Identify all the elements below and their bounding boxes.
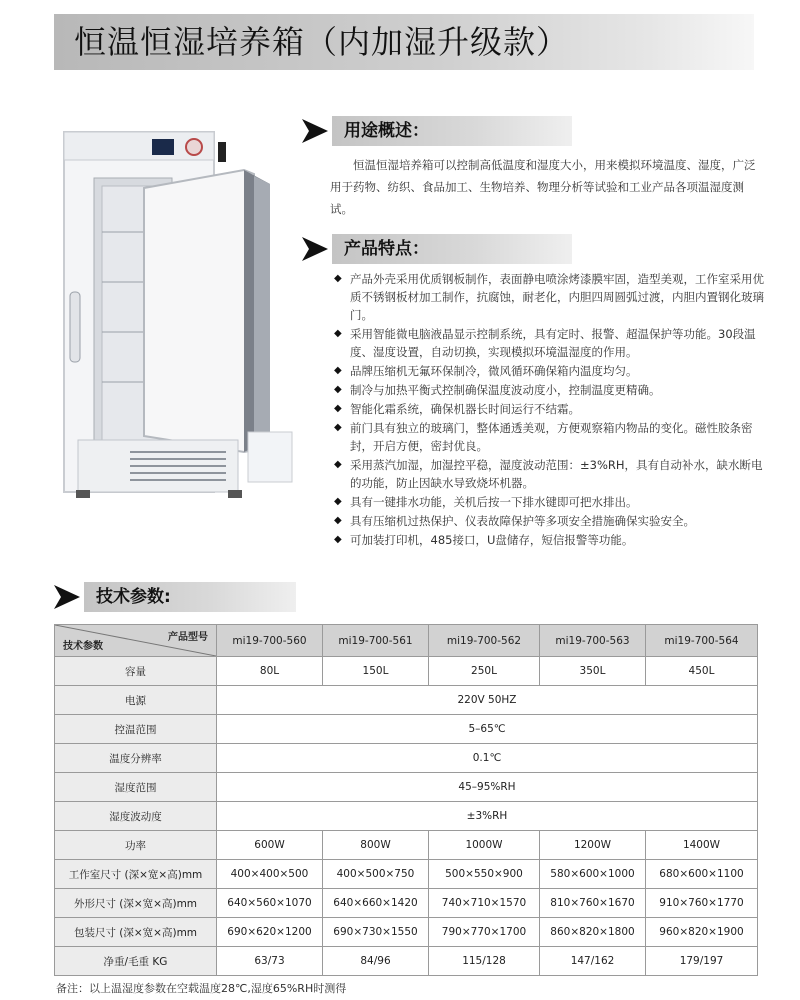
value-cell: 960×820×1900 (646, 918, 758, 947)
feature-text: 智能化霜系统，确保机器长时间运行不结霜。 (350, 402, 580, 416)
feature-item (334, 512, 764, 530)
value-cell: 80L (217, 657, 323, 686)
arrow-right-icon (54, 585, 80, 609)
merged-value-cell: ±3%RH (217, 802, 758, 831)
diamond-bullet-icon: ◆ (334, 496, 342, 507)
diamond-bullet-icon: ◆ (334, 515, 342, 526)
value-cell: 680×600×1100 (646, 860, 758, 889)
feature-text: 产品外壳采用优质钢板制作，表面静电喷涂烤漆膜牢固，造型美观，工作室采用优质不锈钢板材加工制作，抗腐蚀，耐老化，内胆四周圆弧过渡，内胆内置钢化玻璃门。 (350, 272, 764, 322)
features-section-header (302, 234, 572, 264)
features-heading: 产品特点： (344, 239, 429, 259)
table-row (55, 918, 758, 947)
value-cell: 350L (540, 657, 646, 686)
value-cell: 910×760×1770 (646, 889, 758, 918)
arrow-right-icon (302, 237, 328, 261)
specs-section-header (54, 582, 304, 612)
table-row (55, 773, 758, 802)
feature-text: 品牌压缩机无氟环保制冷，微风循环确保箱内温度均匀。 (350, 364, 638, 378)
value-cell: 150L (323, 657, 429, 686)
value-cell: 250L (429, 657, 540, 686)
table-header-row (55, 625, 758, 657)
spec-table (54, 624, 758, 976)
table-row (55, 744, 758, 773)
value-cell: 147/162 (540, 947, 646, 976)
value-cell: 500×550×900 (429, 860, 540, 889)
model-header-cell: mi19-700-560 (217, 625, 323, 657)
value-cell: 400×500×750 (323, 860, 429, 889)
table-row (55, 657, 758, 686)
value-cell: 63/73 (217, 947, 323, 976)
feature-item (334, 362, 764, 380)
feature-item (334, 531, 764, 549)
value-cell: 450L (646, 657, 758, 686)
diamond-bullet-icon: ◆ (334, 403, 342, 414)
table-row (55, 947, 758, 976)
value-cell: 800W (323, 831, 429, 860)
feature-item (334, 456, 764, 492)
merged-value-cell: 0.1℃ (217, 744, 758, 773)
value-cell: 640×560×1070 (217, 889, 323, 918)
value-cell: 1000W (429, 831, 540, 860)
feature-item (334, 381, 764, 399)
row-label-cell: 电源 (55, 686, 217, 715)
merged-value-cell: 45–95%RH (217, 773, 758, 802)
model-header-cell: mi19-700-562 (429, 625, 540, 657)
row-label-cell: 包装尺寸 (深×宽×高)mm (55, 918, 217, 947)
features-list (334, 270, 764, 550)
diamond-bullet-icon: ◆ (334, 534, 342, 545)
value-cell: 580×600×1000 (540, 860, 646, 889)
merged-value-cell: 5–65℃ (217, 715, 758, 744)
feature-text: 具有一键排水功能，关机后按一下排水键即可把水排出。 (350, 495, 638, 509)
feature-item (334, 400, 764, 418)
diamond-bullet-icon: ◆ (334, 422, 342, 433)
value-cell: 740×710×1570 (429, 889, 540, 918)
table-row (55, 831, 758, 860)
feature-text: 具有压缩机过热保护、仪表故障保护等多项安全措施确保实验安全。 (350, 514, 695, 528)
diamond-bullet-icon: ◆ (334, 459, 342, 470)
diamond-bullet-icon: ◆ (334, 328, 342, 339)
specs-heading: 技术参数: (96, 587, 171, 607)
table-row (55, 686, 758, 715)
corner-label-params: 技术参数 (63, 641, 103, 652)
value-cell: 790×770×1700 (429, 918, 540, 947)
row-label-cell: 功率 (55, 831, 217, 860)
value-cell: 1200W (540, 831, 646, 860)
value-cell: 1400W (646, 831, 758, 860)
feature-text: 可加装打印机，485接口，U盘储存，短信报警等功能。 (350, 533, 634, 547)
row-label-cell: 净重/毛重 KG (55, 947, 217, 976)
diamond-bullet-icon: ◆ (334, 384, 342, 395)
merged-value-cell: 220V 50HZ (217, 686, 758, 715)
feature-item (334, 419, 764, 455)
row-label-cell: 湿度范围 (55, 773, 217, 802)
feature-text: 制冷与加热平衡式控制确保温度波动度小，控制温度更精确。 (350, 383, 661, 397)
intro-paragraph: 恒温恒湿培养箱可以控制高低温度和湿度大小，用来模拟环境温度、湿度，广泛用于药物、纺织、食品加工、生物培养、物理分析等试验和工业产品各项温湿度测试。 (330, 158, 756, 216)
feature-text: 前门具有独立的玻璃门，整体通透美观，方便观察箱内物品的变化。磁性胶条密封，开启方便，密封优良。 (350, 421, 753, 453)
table-row (55, 802, 758, 831)
table-row (55, 889, 758, 918)
incubator-illustration (58, 122, 308, 512)
row-label-cell: 外形尺寸 (深×宽×高)mm (55, 889, 217, 918)
title-band (54, 14, 754, 70)
value-cell: 640×660×1420 (323, 889, 429, 918)
value-cell: 810×760×1670 (540, 889, 646, 918)
feature-item (334, 270, 764, 324)
intro-section-header (302, 116, 572, 146)
value-cell: 690×730×1550 (323, 918, 429, 947)
model-header-cell: mi19-700-563 (540, 625, 646, 657)
footnote: 备注：以上温湿度参数在空载温度28℃,湿度65%RH时测得 (56, 982, 347, 995)
intro-heading: 用途概述： (344, 121, 429, 141)
diamond-bullet-icon: ◆ (334, 273, 342, 284)
value-cell: 860×820×1800 (540, 918, 646, 947)
arrow-right-icon (302, 119, 328, 143)
value-cell: 179/197 (646, 947, 758, 976)
value-cell: 400×400×500 (217, 860, 323, 889)
table-row (55, 860, 758, 889)
feature-text: 采用蒸汽加湿，加湿控平稳，湿度波动范围：±3%RH，具有自动补水，缺水断电的功能，防止因缺水导致烧坏机器。 (350, 458, 763, 490)
model-header-cell: mi19-700-564 (646, 625, 758, 657)
table-corner-cell (55, 625, 217, 657)
row-label-cell: 工作室尺寸 (深×宽×高)mm (55, 860, 217, 889)
feature-text: 采用智能微电脑液晶显示控制系统，具有定时、报警、超温保护等功能。30段温度、湿度设置，自动切换，实现模拟环境温湿度的作用。 (350, 327, 756, 359)
feature-item (334, 493, 764, 511)
row-label-cell: 控温范围 (55, 715, 217, 744)
value-cell: 690×620×1200 (217, 918, 323, 947)
spec-table-body (55, 657, 758, 976)
value-cell: 600W (217, 831, 323, 860)
model-header-cell: mi19-700-561 (323, 625, 429, 657)
feature-item (334, 325, 764, 361)
diamond-bullet-icon: ◆ (334, 365, 342, 376)
row-label-cell: 湿度波动度 (55, 802, 217, 831)
row-label-cell: 温度分辨率 (55, 744, 217, 773)
value-cell: 84/96 (323, 947, 429, 976)
corner-label-model: 产品型号 (168, 632, 208, 643)
value-cell: 115/128 (429, 947, 540, 976)
row-label-cell: 容量 (55, 657, 217, 686)
table-row (55, 715, 758, 744)
page-title: 恒温恒湿培养箱（内加湿升级款） (74, 23, 570, 61)
